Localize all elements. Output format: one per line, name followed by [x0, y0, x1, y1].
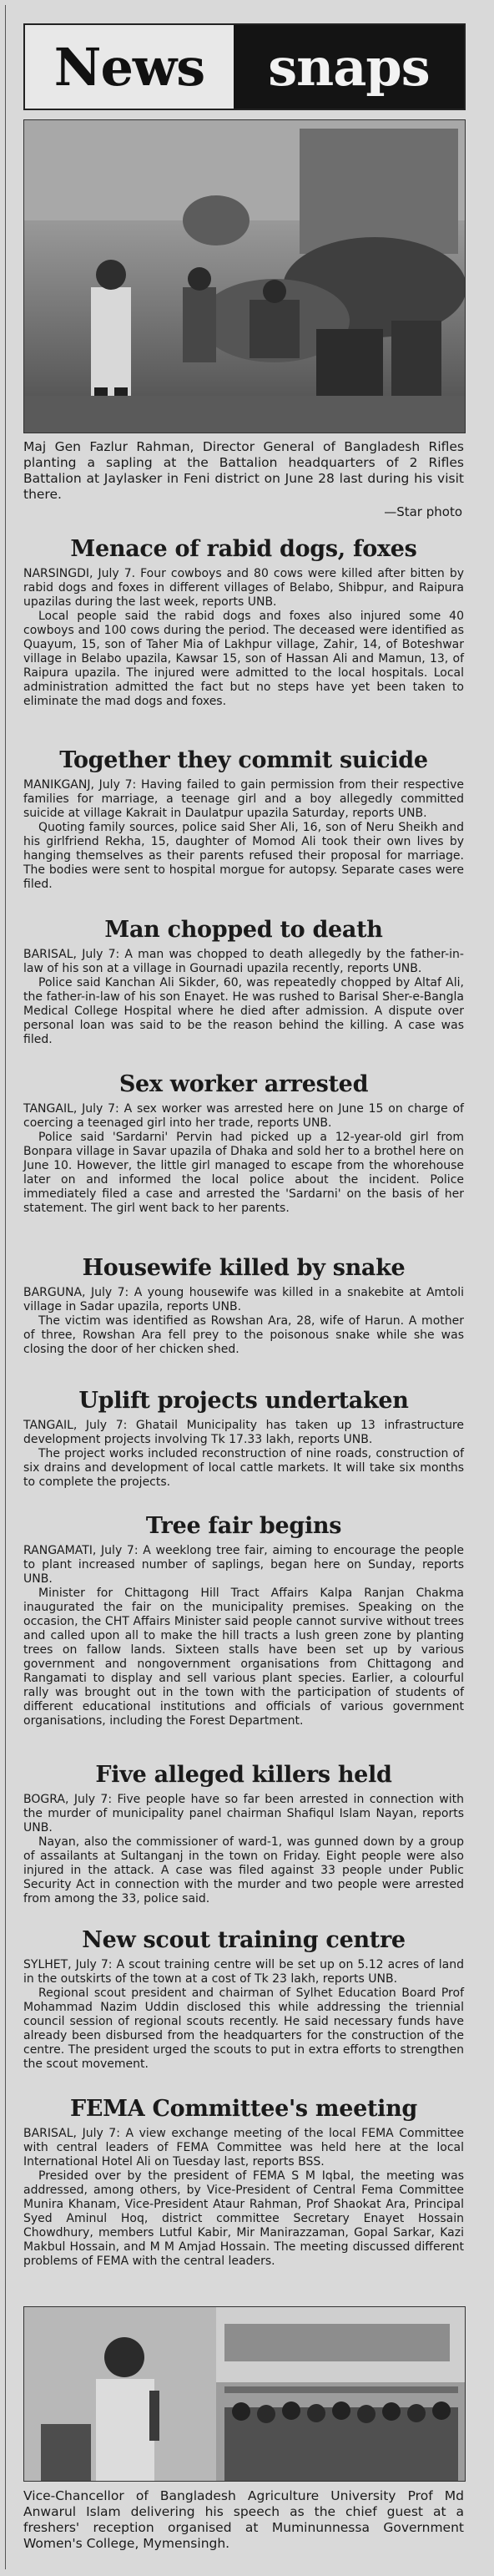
sapling-planting-photo-image — [24, 120, 465, 433]
story-paragraph: BARISAL, July 7: A man was chopped to death allegedly by the father-in-law of his son at a village in Gournadi upazila recently, reports UNB. — [23, 948, 464, 975]
story-headline: Together they commit suicide — [59, 747, 428, 773]
story-tree-fair — [23, 1513, 464, 1728]
story-housewife-snake — [23, 1255, 464, 1357]
sapling-planting-photo — [23, 119, 466, 433]
story-paragraph: TANGAIL, July 7: A sex worker was arrested here on June 15 on charge of coercing a teenaged girl into her trade, reports UNB. — [23, 1102, 464, 1130]
story-paragraph: The victim was identified as Rowshan Ara, 28, wife of Harun. A mother of three, Rowshan Ara fell prey to the poisonous snake while she was closing the door of her chicken shed. — [23, 1314, 464, 1356]
story-headline: Man chopped to death — [104, 917, 383, 943]
story-paragraph: BARISAL, July 7: A view exchange meeting of the local FEMA Committee with central leaders of FEMA Committee was held here at the local International Hotel Ali on Tuesday last, reports BSS. — [23, 2127, 464, 2169]
story-paragraph: The project works included reconstruction of nine roads, construction of six drains and development of local cattle markets. It will take six months to complete the projects. — [23, 1447, 464, 1489]
story-headline: New scout training centre — [82, 1927, 406, 1953]
story-man-chopped — [23, 917, 464, 1047]
story-paragraph: BOGRA, July 7: Five people have so far been arrested in connection with the murder of municipality panel chairman Shafiqul Islam Nayan, reports UNB. — [23, 1793, 464, 1835]
story-headline: Menace of rabid dogs, foxes — [70, 536, 417, 562]
story-paragraph: BARGUNA, July 7: A young housewife was killed in a snakebite at Amtoli village in Sadar upazila, reports UNB. — [23, 1286, 464, 1313]
story-headline: Five alleged killers held — [95, 1762, 392, 1788]
story-suicide — [23, 747, 464, 892]
story-paragraph: Quoting family sources, police said Sher Ali, 16, son of Neru Sheikh and his girlfriend Rekha, 15, daughter of Momod Ali took their own lives by hanging themselves as their parents refused their proposal for marriage. The bodies were sent to hospital morgue for autopsy. Separate cases were filed. — [23, 821, 464, 891]
story-headline: FEMA Committee's meeting — [69, 2096, 417, 2122]
story-paragraph: SYLHET, July 7: A scout training centre will be set up on 5.12 acres of land in the outskirts of the town at a cost of Tk 23 lakh, reports UNB. — [23, 1958, 464, 1986]
story-paragraph: Presided over by the president of FEMA S M Iqbal, the meeting was addressed, among others, by Vice-President of Central Fema Committee Munira Khanam, Vice-President Ataur Rahman, Prof Shaokat Ara, Principal Syed Aminul Hoq, district committee Secretary Enayet Hossain Chowdhury, members Lutful Kabir, Mir Manirazzaman, Gopal Sarkar, Kazi Makbul Hossain, and M M Amjad Hossain. The meeting discussed different problems of FEMA with the central leaders. — [23, 2169, 464, 2268]
story-paragraph: NARSINGDI, July 7. Four cowboys and 80 cows were killed after bitten by rabid dogs and foxes in different villages of Belabo, Shibpur, and Raipura upazilas during the last week, reports UNB. — [23, 567, 464, 609]
photo2-caption: Vice-Chancellor of Bangladesh Agriculture University Prof Md Anwarul Islam delivering his speech as the chief guest at a freshers' reception organised at Muminunnessa Government Women's College, Mymensingh. — [23, 2488, 464, 2551]
story-headline: Sex worker arrested — [118, 1071, 369, 1097]
story-paragraph: TANGAIL, July 7: Ghatail Municipality has taken up 13 infrastructure development projects involving Tk 17.33 lakh, reports UNB. — [23, 1419, 464, 1446]
story-paragraph: Regional scout president and chairman of Sylhet Education Board Prof Mohammad Nazim Uddin disclosed this while addressing the triennial council session of regional scouts recently. He said necessary funds have already been disbursed from the headquarters for the construction of the centre. The president urged the scouts to put in extra efforts to strengthen the scout movement. — [23, 1986, 464, 2071]
vc-speech-photo-image — [24, 2307, 465, 2481]
masthead-right — [234, 25, 464, 109]
story-paragraph: Nayan, also the commissioner of ward-1, was gunned down by a group of assailants at Sultanganj in the town on Friday. Eight people were also injured in the attack. A case was filed against 33 people under Public Security Act in connection with the murder and two people were arrested from among the 33, police said. — [23, 1835, 464, 1905]
story-fema-meeting — [23, 2096, 464, 2269]
story-headline: Housewife killed by snake — [82, 1255, 406, 1281]
vc-speech-photo — [23, 2306, 466, 2482]
story-paragraph: Minister for Chittagong Hill Tract Affairs Kalpa Ranjan Chakma inaugurated the fair on the municipality premises. Speaking on the occasion, the CHT Affairs Minister said people cannot survive without trees and called upon all to make the hill tracts a lush green zone by planting trees on fallow lands. Sixteen stalls have been set up by various government and nongovernment organisations from Chittagong and Rangamati to display and sell various plant species. Earlier, a colourful rally was brought out in the town with the participation of students of different educational institutions and officials of various government organisations, including the Forest Department. — [23, 1587, 464, 1728]
story-headline: Tree fair begins — [145, 1513, 342, 1539]
story-paragraph: Police said 'Sardarni' Pervin had picked up a 12-year-old girl from Bonpara village in Savar upazila of Dhaka and sold her to a brothel here on June 10. However, the little girl managed to escape from the whorehouse later on and informed the local police about the incident. Police immediately filed a case and arrested the 'Sardarni' on the basis of her statement. The girl went back to her parents. — [23, 1131, 464, 1215]
masthead-news-text: News — [53, 36, 205, 98]
story-uplift-projects — [23, 1388, 464, 1490]
story-paragraph: Police said Kanchan Ali Sikder, 60, was repeatedly chopped by Altaf Ali, the father-in-law of his son Enayet. He was rushed to Barisal Sher-e-Bangla Medical College Hospital where he died after admission. A dispute over personal loan was said to be the reason behind the killing. A case was filed. — [23, 976, 464, 1046]
photo1-credit: —Star photo — [384, 504, 462, 519]
story-paragraph: RANGAMATI, July 7: A weeklong tree fair, aiming to encourage the people to plant increased number of saplings, began here on Sunday, reports UNB. — [23, 1544, 464, 1586]
photo1-caption: Maj Gen Fazlur Rahman, Director General of Bangladesh Rifles planting a sapling at the Battalion headquarters of 2 Rifles Battalion at Jaylasker in Feni district on June 28 last during his visit there. — [23, 439, 464, 502]
story-scout-centre — [23, 1927, 464, 2072]
masthead-snaps-text: snaps — [268, 36, 430, 98]
story-rabid-dogs — [23, 536, 464, 709]
masthead — [23, 23, 466, 110]
story-alleged-killers — [23, 1762, 464, 1906]
story-paragraph: Local people said the rabid dogs and foxes also injured some 40 cowboys and 100 cows during the period. The deceased were identified as Quayum, 15, son of Taher Mia of Lakhpur village, Zahir, 14, of Boteshwar village in Belabo upazila, Kawsar 15, son of Hassan Ali and Mamun, 13, of Raipura upazila. The injured were admitted to the local hospitals. Local administration admitted the fact but no steps have yet been taken to eliminate the mad dogs and foxes. — [23, 610, 464, 708]
story-headline: Uplift projects undertaken — [78, 1388, 409, 1414]
story-paragraph: MANIKGANJ, July 7: Having failed to gain permission from their respective families for marriage, a teenage girl and a boy allegedly committed suicide at village Kakrait in Daulatpur upazila Saturday, reports UNB. — [23, 778, 464, 820]
masthead-left — [25, 25, 234, 109]
story-sex-worker — [23, 1071, 464, 1216]
